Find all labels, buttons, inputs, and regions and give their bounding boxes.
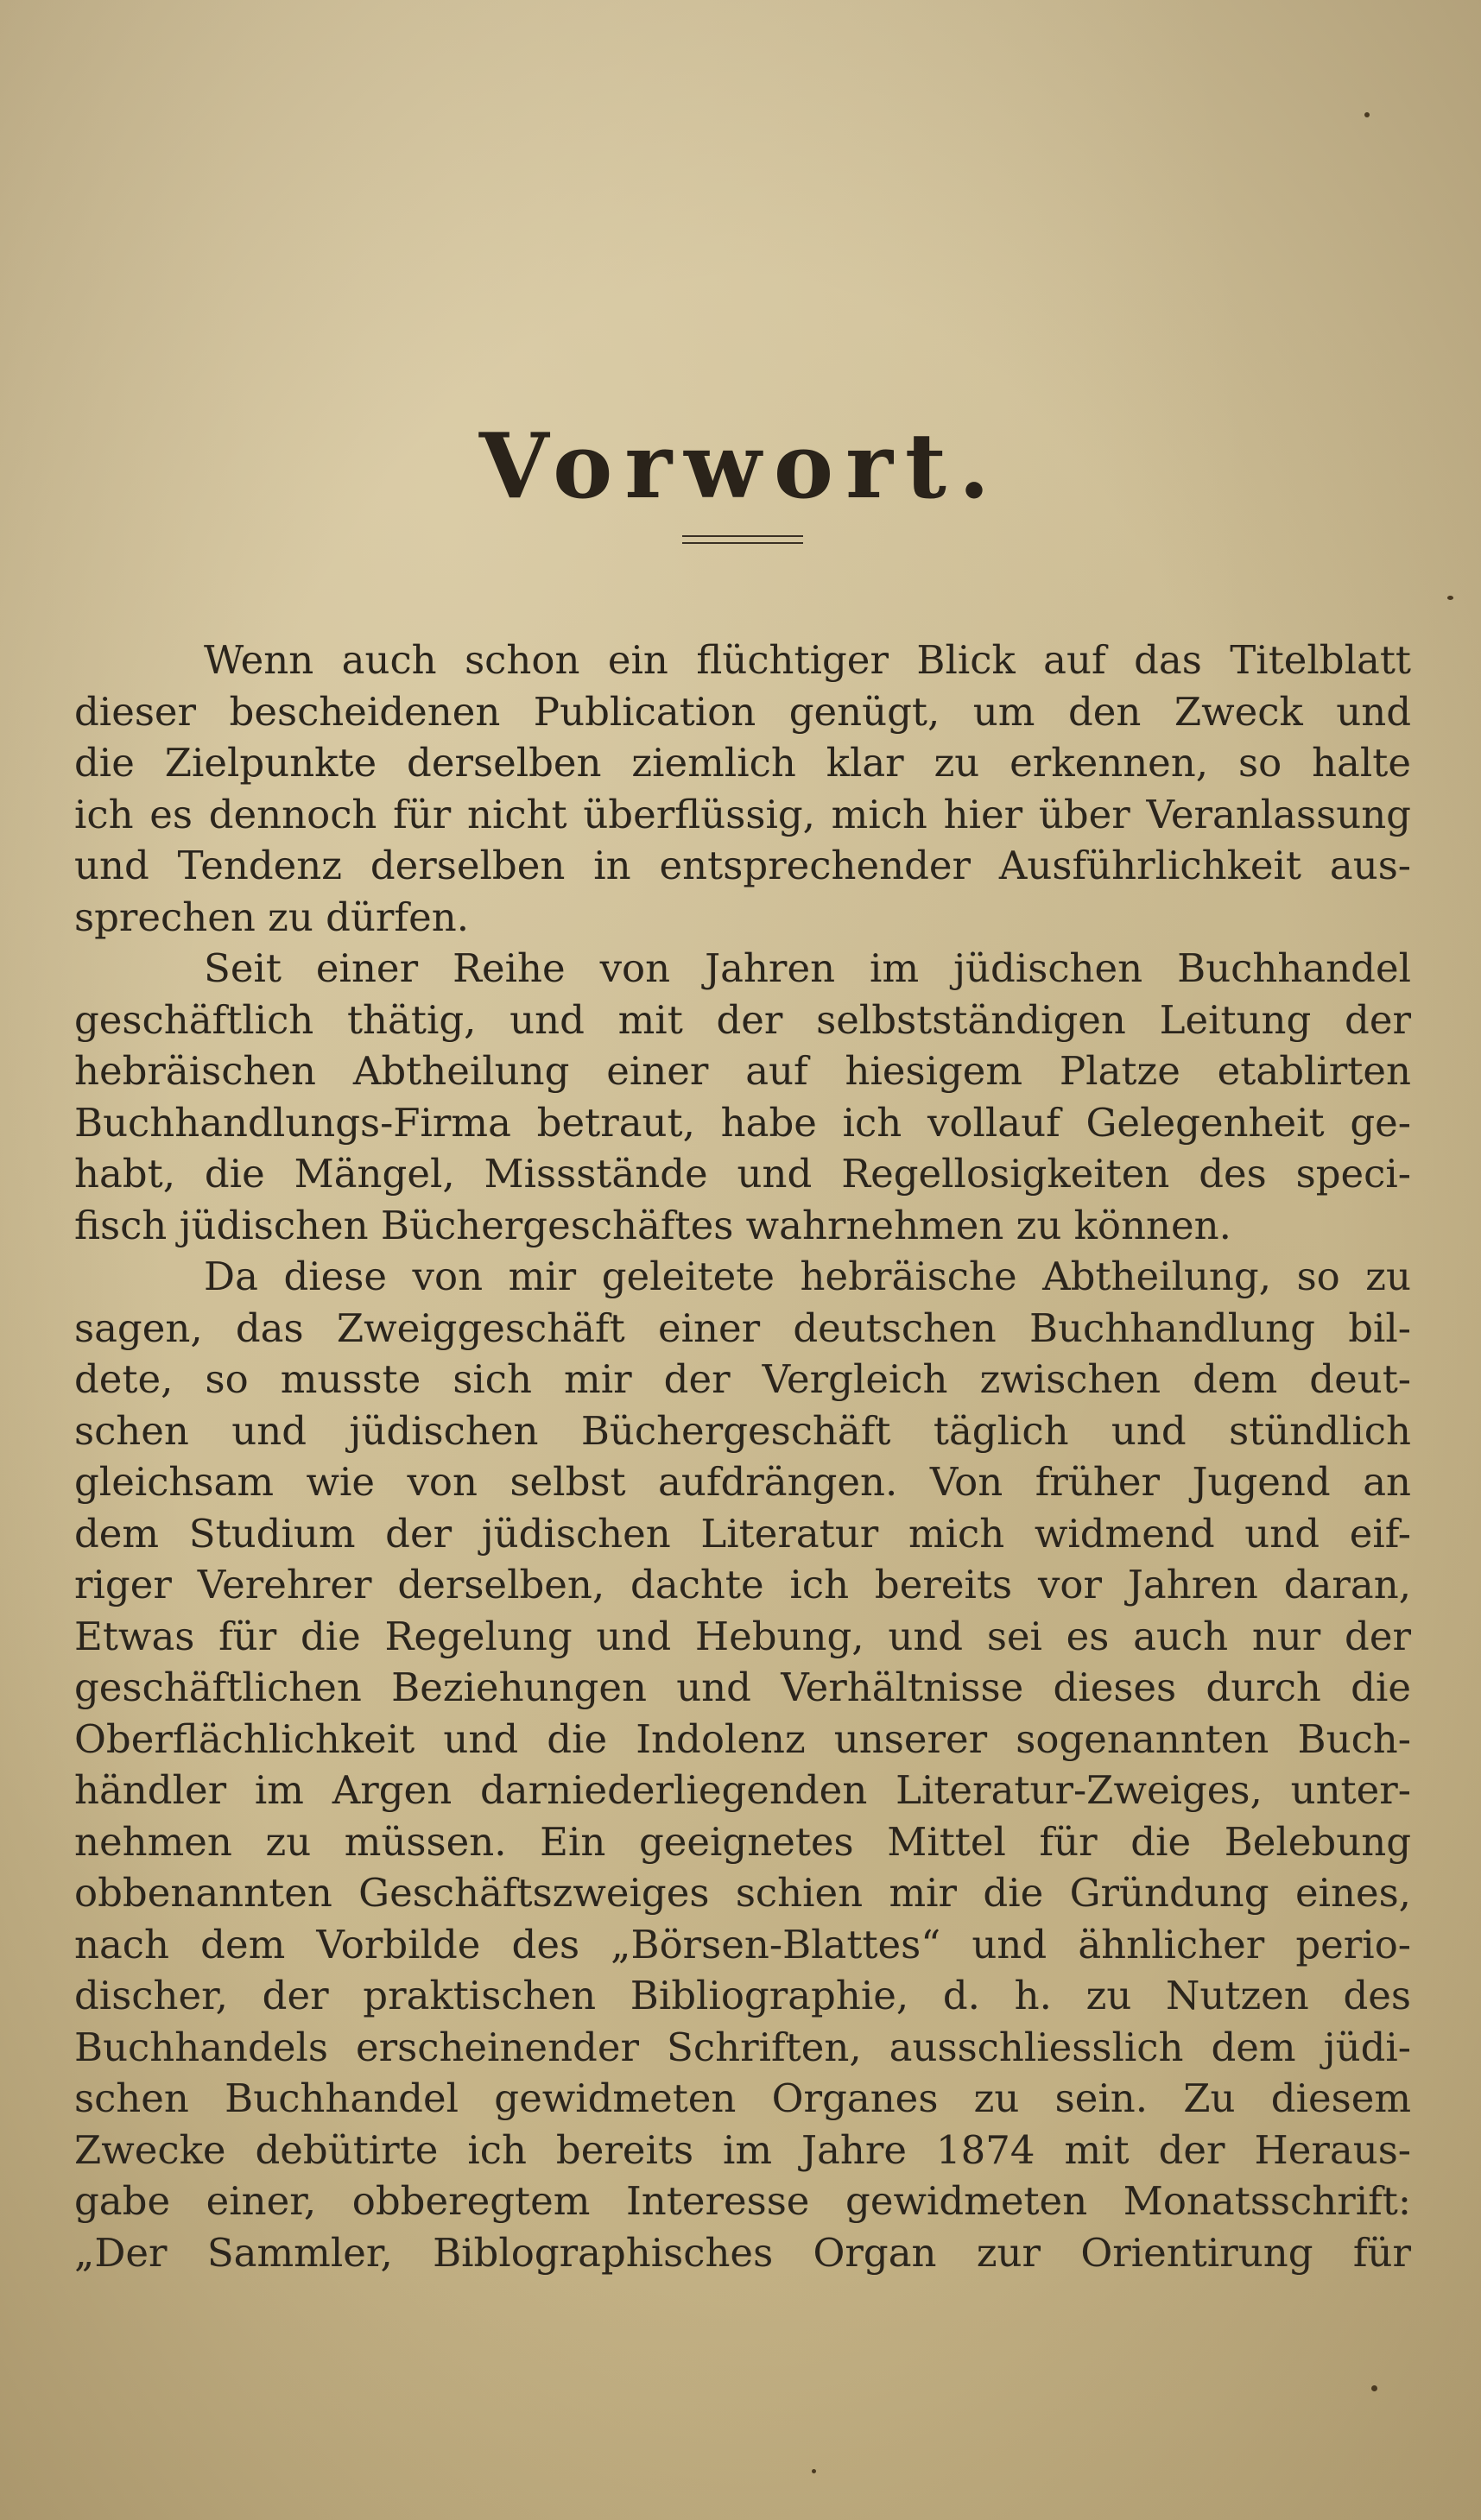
- text-line: dieser bescheidenen Publication genügt, um den Zweck und: [74, 688, 1411, 735]
- text-line: gabe einer, obberegtem Interesse gewidmeten Monatsschrift:: [74, 2178, 1411, 2224]
- text-line: gleichsam wie von selbst aufdrängen. Von früher Jugend an: [74, 1459, 1411, 1505]
- body-text: [74, 635, 1411, 2278]
- text-line: nehmen zu müssen. Ein geeignetes Mittel für die Belebung: [74, 1818, 1411, 1865]
- text-line: sagen, das Zweiggeschäft einer deutschen Buchhandlung bil-: [74, 1304, 1411, 1351]
- ink-speck: [812, 2469, 816, 2473]
- text-line: obbenannten Geschäftszweiges schien mir die Gründung eines,: [74, 1870, 1411, 1916]
- text-line: geschäftlichen Beziehungen und Verhältnisse dieses durch die: [74, 1664, 1411, 1710]
- text-line: ich es dennoch für nicht überflüssig, mich hier über Veranlassung: [74, 791, 1411, 837]
- text-line: fisch jüdischen Büchergeschäftes wahrnehmen zu können.: [74, 1202, 1231, 1248]
- text-line: Buchhandels erscheinender Schriften, ausschliesslich dem jüdi-: [74, 2024, 1411, 2070]
- text-line: Wenn auch schon ein flüchtiger Blick auf das Titelblatt: [204, 637, 1411, 683]
- text-line: „Der Sammler, Biblographisches Organ zur Orientirung für: [74, 2229, 1411, 2276]
- text-line: Seit einer Reihe von Jahren im jüdischen Buchhandel: [204, 945, 1411, 991]
- text-line: schen Buchhandel gewidmeten Organes zu sein. Zu diesem: [74, 2075, 1411, 2121]
- text-line: Etwas für die Regelung und Hebung, und sei es auch nur der: [74, 1613, 1411, 1659]
- text-line: riger Verehrer derselben, dachte ich bereits vor Jahren daran,: [74, 1562, 1411, 1607]
- ink-speck: [1371, 2385, 1377, 2391]
- text-line: händler im Argen darniederliegenden Literatur-Zweiges, unter-: [74, 1767, 1411, 1813]
- text-line: Da diese von mir geleitete hebräische Abtheilung, so zu: [204, 1254, 1411, 1299]
- ink-speck: [1364, 112, 1370, 117]
- text-line: dem Studium der jüdischen Literatur mich widmend und eif-: [74, 1510, 1411, 1557]
- text-line: Zwecke debütirte ich bereits im Jahre 1874 mit der Heraus-: [74, 2126, 1411, 2173]
- text-line: die Zielpunkte derselben ziemlich klar zu erkennen, so halte: [74, 740, 1411, 786]
- text-line: sprechen zu dürfen.: [74, 894, 470, 940]
- text-line: nach dem Vorbilde des „Börsen-Blattes“ und ähnlicher perio-: [74, 1921, 1411, 1967]
- ink-speck: [1447, 596, 1453, 600]
- text-line: und Tendenz derselben in entsprechender Ausführlichkeit aus-: [74, 843, 1411, 888]
- text-line: habt, die Mängel, Missstände und Regellosigkeiten des speci-: [74, 1151, 1411, 1197]
- page-title: Vorwort.: [478, 412, 1003, 519]
- text-line: geschäftlich thätig, und mit der selbstständigen Leitung der: [74, 996, 1411, 1043]
- text-line: hebräischen Abtheilung einer auf hiesigem Platze etablirten: [74, 1048, 1411, 1094]
- text-line: discher, der praktischen Bibliographie, d. h. zu Nutzen des: [74, 1973, 1411, 2018]
- text-line: schen und jüdischen Büchergeschäft täglich und stündlich: [74, 1407, 1411, 1454]
- text-line: Oberflächlichkeit und die Indolenz unserer sogenannten Buch-: [74, 1715, 1411, 1762]
- text-line: dete, so musste sich mir der Vergleich zwischen dem deut-: [74, 1356, 1411, 1402]
- text-line: Buchhandlungs-Firma betraut, habe ich vollauf Gelegenheit ge-: [74, 1099, 1411, 1146]
- title-divider: [682, 535, 803, 544]
